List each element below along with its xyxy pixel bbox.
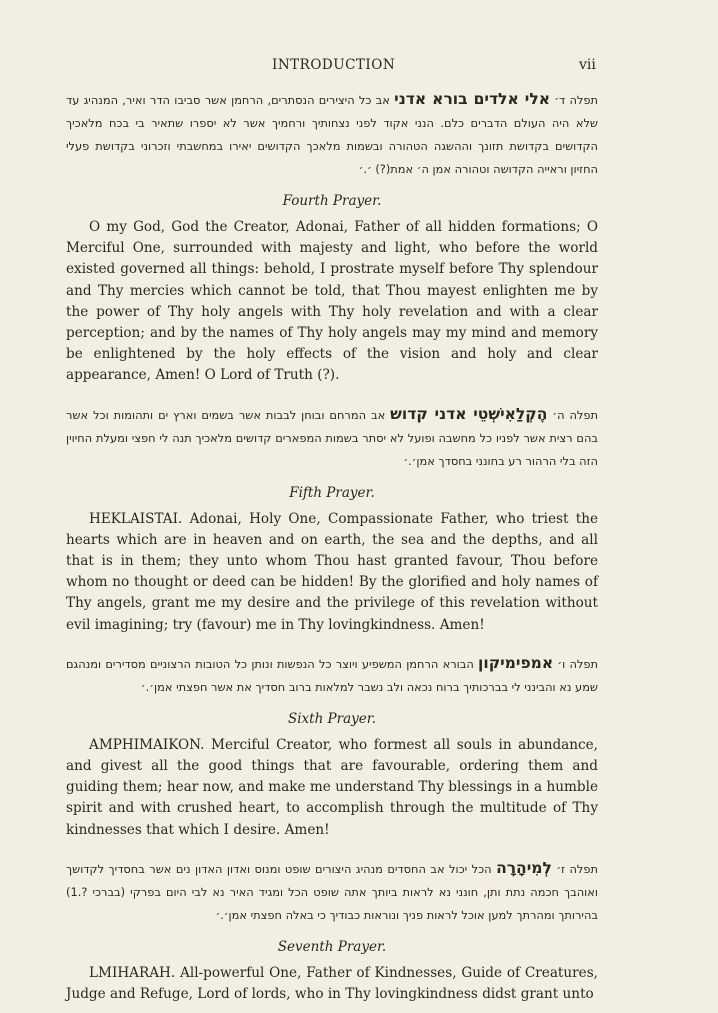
- english-translation: O my God, God the Creator, Adonai, Father of all hidden formations; O Merciful One, surrounded with majesty and light, who before the world existed governed all things: behold, I prostrate myself before Thy splendour and Thy mercies which cannot be told, that Thou mayest enlighten me by the power of Thy holy angels with Thy holy revelation and with a clear perception; and by the names of Thy holy angels may my mind and memory be enlightened by the holy effects of the vision and holy and clear appearance, Amen! O Lord of Truth (?).: [66, 219, 598, 384]
- hebrew-text: אב המרחם ובוחן לבבות אשר בשמים וארץ ים ותהומות וכל אשר בהם רצית אשר לפניו כל מחשבה ופועל לא יסתר בשמות המפארים קדושים מלאכיך תנה לי חפצי ומעלת החיוין הזה בלי הרהור רע בחונני בחסדך אמן׳.׳: [66, 407, 598, 468]
- section-heading: Seventh Prayer.: [277, 938, 387, 955]
- running-title: INTRODUCTION: [272, 57, 396, 73]
- hebrew-prefix: תפלה ד׳: [554, 93, 598, 107]
- english-translation: AMPHIMAIKON. Merciful Creator, who formest all souls in abundance, and givest all the good things that are favourable, ordering them and guiding them; hear now, and make me understand Thy blessings in a humble spirit and with crushed heart, to accomplish through the multitude of Thy kindnesses that which I desire. Amen!: [66, 736, 598, 838]
- hebrew-prefix: תפלה ז׳: [556, 861, 598, 876]
- hebrew-text: הכל יכול אב החסדים מנהיג היצורים שופט ומנוס ואדון האדון נים אשר בחסדיך לקדושך ואוהבך חכמה נתת ותן, חונני נא לראות ביותך אתה שופט הכל ומגיד האיר נא לבי היום בפרקי (בברכי ?.1) בהירותך ומהרתך למען אוכל לראות פניך ונוראות כבודיך כי באלה חפצתי אמן׳.׳: [66, 861, 598, 922]
- page-number: vii: [579, 57, 596, 73]
- english-translation: LMIHARAH. All-powerful One, Father of Kindnesses, Guide of Creatures, Judge and Refuge, Lord of lords, who in Thy lovingkindness didst grant unto: [66, 964, 598, 1003]
- hebrew-prayer-7: [66, 857, 598, 927]
- page-header: [0, 57, 718, 79]
- hebrew-prefix: תפלה ה׳: [552, 407, 598, 422]
- section-heading: Fifth Prayer.: [289, 484, 375, 501]
- english-translation: HEKLAISTAI. Adonai, Holy One, Compassionate Father, who triest the hearts which are in heaven and on earth, the sea and the depths, and all that is in them; they unto whom Thou hast granted favour, Thou before whom no thought or deed can be hidden! By the glorified and holy names of Thy angels, grant me my desire and the privilege of this revelation without evil imagining; try (favour) me in Thy lovingkindness. Amen!: [66, 510, 598, 633]
- page-body: [66, 88, 598, 1005]
- hebrew-divine-name: לְמִיהָרָה: [496, 858, 552, 877]
- section-heading: Fourth Prayer.: [282, 193, 382, 209]
- hebrew-text: אב כל היצירים הנסתרים, הרחמן אשר סביבו הדר ואיר, המנהיג עד שלא היה העולם הדברים כלם. הנני אקוד לפני נצחותיך ורחמיך אשר לא יספרו שתאיר בי בכח מלאכיך הקדושים בקדושת תזונך וההשגה הטהורה ובשמות מלאכך הקדושים יאירו במחשבתי וזכרוני בקדושת פעלי החזיון וראייה הקדושה וטהורה אמן ה׳ אמת(?) ׳.׳: [66, 93, 598, 176]
- hebrew-prayer-4: [66, 88, 598, 181]
- hebrew-divine-name: הֶקְלַאִישְׁטֵי אדני קדוש: [390, 404, 548, 423]
- section-heading: Sixth Prayer.: [287, 710, 377, 727]
- hebrew-prayer-6: [66, 652, 598, 699]
- hebrew-prayer-5: [66, 403, 598, 473]
- hebrew-prefix: תפלה ו׳: [557, 656, 599, 671]
- hebrew-divine-name: אלי אלדים בורא אדני: [394, 90, 550, 108]
- hebrew-text: הבורא הרחמן המשפיע ויוצר כל הנפשות ונותן כל הטובות הרצוניים מסדירים ומנהגם שמע נא והבינני לי בברכותיך ברוח נכאה ולב נשבר למלאות ברוב חסדיך את אשר חפצתי אמן׳.׳: [66, 656, 598, 694]
- hebrew-divine-name: אמפימיקון: [478, 653, 554, 672]
